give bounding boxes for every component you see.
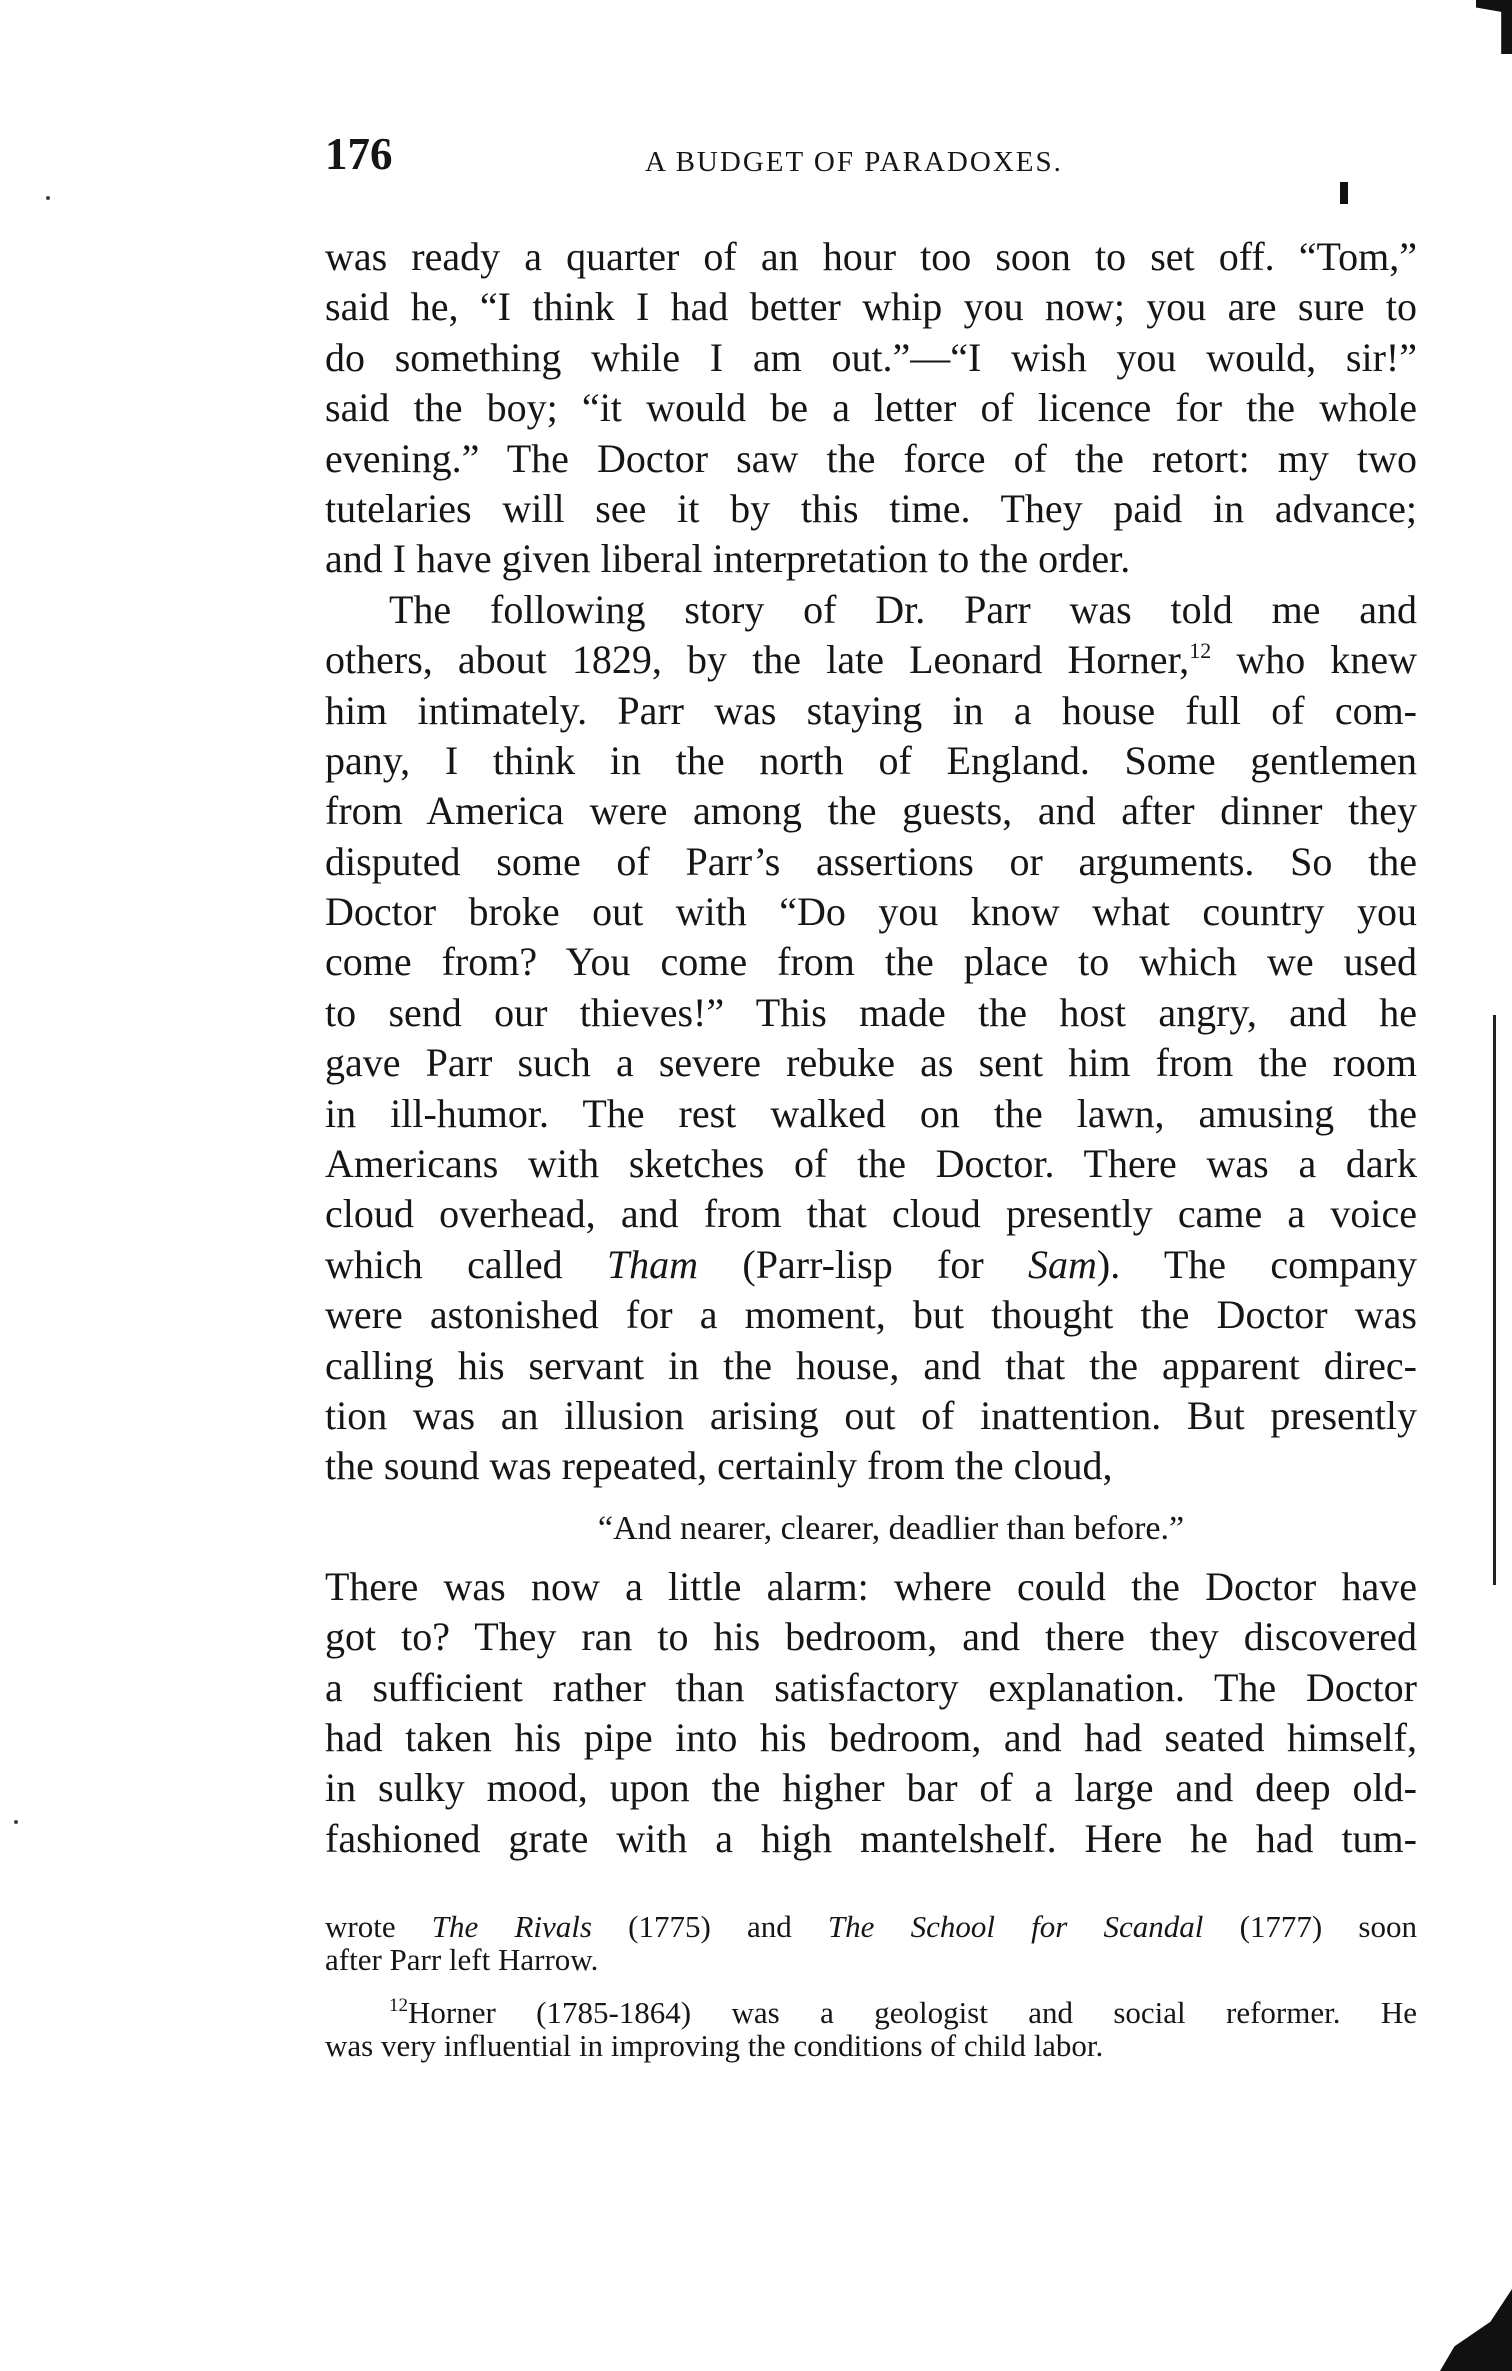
footnote-12-line: was very influential in improving the conditions of child labor. [325,2028,1104,2063]
text-fragment: (1777) soon [1239,1909,1417,1944]
text-line: had taken his pipe into his bedroom, and had seated himself, [325,1714,1417,1760]
text-line: to send our thieves!” This made the host angry, and he [325,989,1417,1035]
text-line: Americans with sketches of the Doctor. There was a dark [325,1141,1417,1187]
crop-mark-icon [1476,0,1512,54]
text-line: cloud overhead, and from that cloud presently came a voice [325,1191,1417,1237]
text-line: tutelaries will see it by this time. They paid in advance; [325,485,1417,531]
text-line: fashioned grate with a high mantelshelf. Here he had tum- [325,1815,1417,1861]
text-line: in ill-humor. The rest walked on the lawn, amusing the [325,1090,1417,1136]
text-line: disputed some of Parr’s assertions or arguments. So the [325,838,1417,884]
text-line: come from? You come from the place to which we used [325,939,1417,985]
text-line: a sufficient rather than satisfactory explanation. The Doctor [325,1664,1417,1710]
text-line: got to? They ran to his bedroom, and there they discovered [325,1614,1417,1660]
ink-speck [1340,182,1348,204]
footnotes [325,1910,1417,2062]
block-quote: “And nearer, clearer, deadlier than before.” [597,1509,1185,1547]
text-fragment: Horner (1785-1864) was a geologist and social reformer. He [408,1995,1417,2030]
italic-title: The Rivals [431,1909,592,1944]
text-fragment: (1775) and [628,1909,792,1944]
crop-mark-icon [1440,2289,1512,2371]
footnote-marker-12: 12 [389,1995,408,2016]
text-line-with-italics [325,1240,1417,1290]
text-line: and I have given liberal interpretation to the order. [325,536,1131,582]
text-fragment: which called [325,1241,563,1287]
footnote-12-line [325,1996,1417,2029]
footnote-spacer [325,1976,1417,1996]
text-fragment: wrote [325,1909,396,1944]
text-line: was ready a quarter of an hour too soon to set off. “Tom,” [325,234,1417,279]
text-line: do something while I am out.”—“I wish you would, sir!” [325,334,1417,380]
scan-edge-line [1493,1015,1496,1585]
italic-word-sam: Sam [1028,1241,1097,1287]
ink-speck [46,196,50,200]
text-fragment: who knew [1236,637,1418,683]
running-title: A BUDGET OF PARADOXES. [645,146,1063,178]
text-line: calling his servant in the house, and that the apparent direc- [325,1342,1417,1388]
text-line: There was now a little alarm: where could the Doctor have [325,1563,1417,1609]
text-line: pany, I think in the north of England. Some gentlemen [325,737,1417,783]
text-line: said he, “I think I had better whip you now; you are sure to [325,284,1417,330]
text-line: Doctor broke out with “Do you know what country you [325,889,1417,935]
text-line-with-footnote [325,635,1417,685]
text-line: the sound was repeated, certainly from the cloud, [325,1443,1113,1489]
italic-title: The School for Scandal [827,1909,1204,1944]
text-fragment: ). The company [1096,1241,1418,1287]
text-line: evening.” The Doctor saw the force of the retort: my two [325,435,1417,481]
text-fragment: others, about 1829, by the late Leonard Horner, [325,637,1190,683]
page-number: 176 [325,129,393,179]
text-line: said the boy; “it would be a letter of licence for the whole [325,385,1417,431]
footnote-11-line: after Parr left Harrow. [325,1942,599,1977]
footnote-11-line [325,1910,1417,1943]
running-head [325,128,1425,188]
text-line: in sulky mood, upon the higher bar of a large and deep old- [325,1765,1417,1811]
text-line: from America were among the guests, and after dinner they [325,788,1417,834]
italic-word-tham: Tham [606,1241,699,1287]
text-line: tion was an illusion arising out of inattention. But presently [325,1392,1417,1438]
text-line: The following story of Dr. Parr was told me and [389,586,1417,632]
text-line: were astonished for a moment, but thought the Doctor was [325,1292,1417,1338]
footnote-reference-12: 12 [1189,638,1212,664]
ink-speck [14,1820,18,1824]
text-fragment: (Parr-lisp for [742,1241,984,1287]
body-text [325,232,1417,1864]
text-line: gave Parr such a severe rebuke as sent him from the room [325,1040,1417,1086]
text-line: him intimately. Parr was staying in a house full of com- [325,687,1417,733]
